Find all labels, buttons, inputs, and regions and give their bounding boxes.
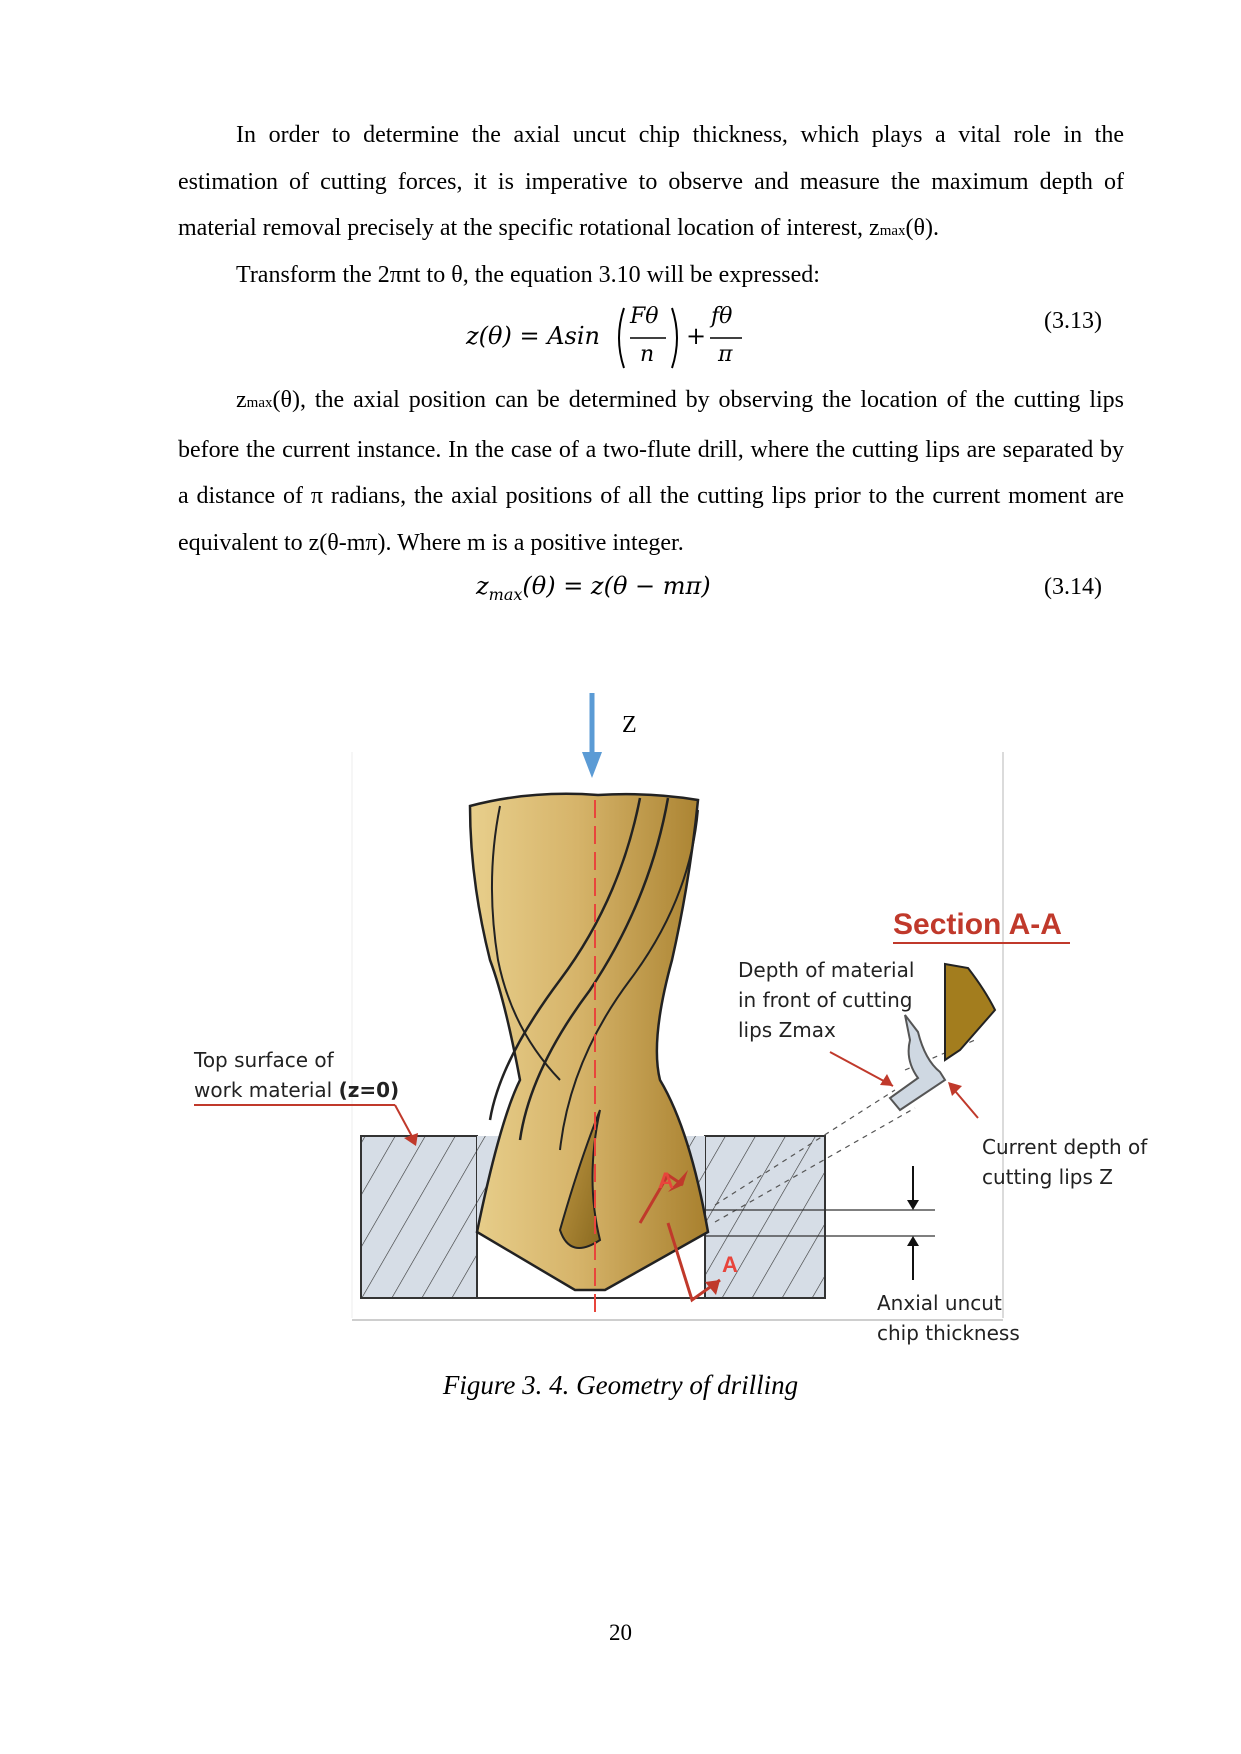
page-number: 20 (609, 1620, 632, 1645)
depth-label: Depth of material in front of cutting lips Zmax (738, 958, 915, 1042)
section-gold-profile (945, 964, 995, 1060)
paragraph-2: Transform the 2πnt to θ, the equation 3.10 will be expressed: (236, 262, 820, 288)
zmax-subscript: max (879, 223, 906, 239)
section-title: Section A-A (893, 908, 1062, 941)
chip-dim-arrow-up-head (907, 1236, 919, 1246)
eq314-number: (3.14) (1044, 574, 1102, 600)
eq314-z: $z_{max}(\theta) = z(\theta - m\pi)$ (476, 572, 711, 604)
section-marker-1-label: A (658, 1168, 674, 1193)
paragraph-3: zmax(θ), the axial position can be determined by observing the location of the cutting lips before the current instance. In the case of a two-flute drill, where the cutting lips are separated by a distance of π radians, the axial positions of all the cutting lips prior to the current moment are equivalent to z(θ-mπ). Where m is a positive integer. (178, 387, 1124, 556)
section-marker-2-label: A (722, 1252, 738, 1277)
z-axis-arrow-head (582, 752, 602, 778)
eq313-lhs: z(θ) = Asin (466, 322, 600, 350)
chip-thickness-label: Anxial uncut chip thickness (877, 1291, 1020, 1345)
figure-caption: Figure 3. 4. Geometry of drilling (442, 1370, 799, 1400)
eq313-den1: n (640, 342, 655, 367)
paragraph-1: In order to determine the axial uncut chip thickness, which plays a vital role in the estimation of cutting forces, it is imperative to observe and measure the maximum depth of material removal precisely at the specific rotational location of interest, zmax(θ). (178, 122, 1124, 241)
eq313-plus: + (686, 322, 707, 350)
top-surface-label: Top surface of work material (z=0) (194, 1048, 400, 1102)
eq313-num2: fθ (711, 304, 733, 329)
z-axis-label: Z (622, 712, 637, 738)
current-depth-arrow-head (948, 1082, 962, 1096)
eq313-number: (3.13) (1044, 308, 1102, 334)
eq313-num1: Fθ (630, 304, 659, 329)
chip-dim-arrow-down-head (907, 1200, 919, 1210)
eq313-den2: π (718, 342, 733, 367)
current-depth-label: Current depth of cutting lips Z (982, 1135, 1148, 1189)
workpiece-left (361, 1136, 477, 1298)
